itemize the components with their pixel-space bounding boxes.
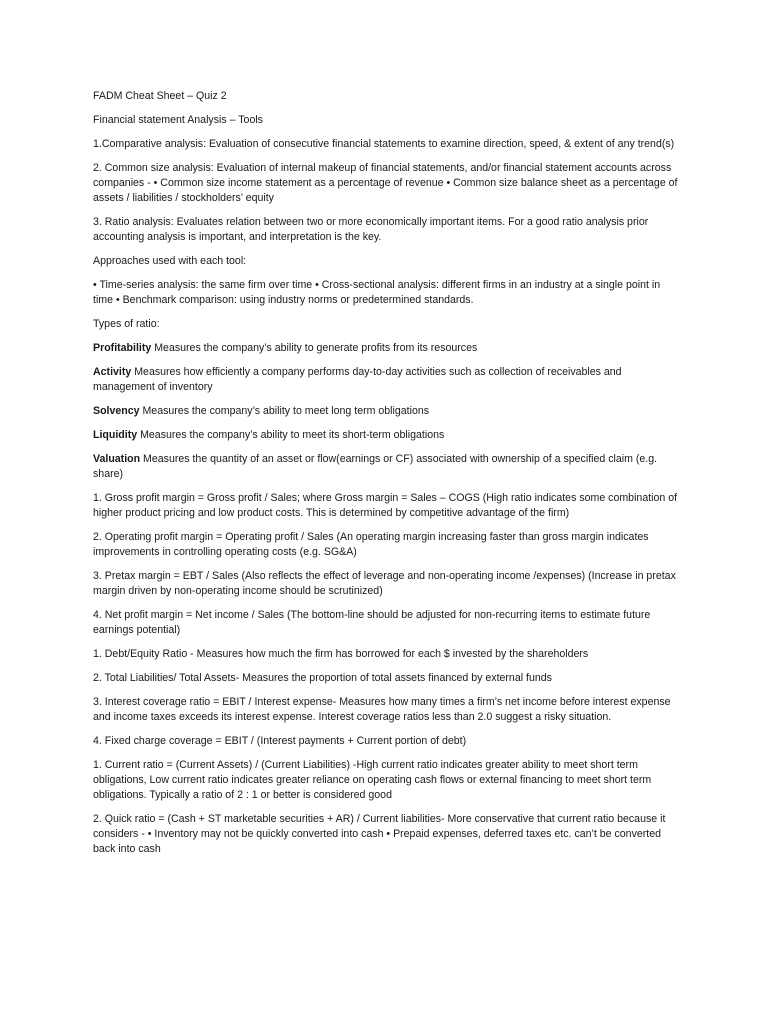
- ratio-type-term: Solvency: [93, 405, 140, 417]
- ratio-type-solvency: [93, 404, 678, 419]
- types-heading: Types of ratio:: [93, 318, 160, 330]
- approaches-heading: Approaches used with each tool:: [93, 255, 247, 267]
- ratio-type-desc: Measures how efficiently a company performs day-to-day activities such as collection of receivables and management of inventory: [93, 366, 622, 393]
- fixed-charge-coverage: 4. Fixed charge coverage = EBIT / (Interest payments + Current portion of debt): [93, 735, 467, 747]
- document-body: [93, 89, 678, 866]
- quick-ratio: 2. Quick ratio = (Cash + ST marketable securities + AR) / Current liabilities- More conservative that current ratio because it considers - • Inventory may not be quickly converted into cash • Prepaid expenses, deferred taxes etc. can’t be converted back into cash: [93, 813, 666, 855]
- operating-profit-margin: 2. Operating profit margin = Operating profit / Sales (An operating margin increasing faster than gross margin indicates improvements in controlling operating costs (e.g. SG&A): [93, 531, 649, 558]
- ratio-type-term: Profitability: [93, 342, 152, 354]
- interest-coverage-ratio: 3. Interest coverage ratio = EBIT / Interest expense- Measures how many times a firm’s net income before interest expense and income taxes exceeds its interest expense. Interest coverage ratios less than 2.0 suggest a risky situation.: [93, 696, 671, 723]
- ratio-type-liquidity: [93, 428, 678, 443]
- ratio-type-term: Liquidity: [93, 429, 138, 441]
- ratio-type-activity: [93, 365, 678, 395]
- total-liabilities-assets: 2. Total Liabilities/ Total Assets- Measures the proportion of total assets financed by external funds: [93, 672, 552, 684]
- ratio-type-desc: Measures the company’s ability to generate profits from its resources: [151, 342, 478, 354]
- debt-equity-ratio: 1. Debt/Equity Ratio - Measures how much the firm has borrowed for each $ invested by the shareholders: [93, 648, 589, 660]
- ratio-type-valuation: [93, 452, 678, 482]
- tool-common-size-analysis: 2. Common size analysis: Evaluation of internal makeup of financial statements, and/or financial statement accounts across companies - • Common size income statement as a percentage of revenue • Common size balance sheet as a percentage of assets / liabilities / stockholders’ equity: [93, 162, 678, 204]
- section-heading: Financial statement Analysis – Tools: [93, 114, 263, 126]
- ratio-type-desc: Measures the company’s ability to meet long term obligations: [139, 405, 430, 417]
- net-profit-margin: 4. Net profit margin = Net income / Sales (The bottom-line should be adjusted for non-recurring items to estimate future earnings potential): [93, 609, 651, 636]
- document-title: FADM Cheat Sheet – Quiz 2: [93, 90, 227, 102]
- tool-comparative-analysis: 1.Comparative analysis: Evaluation of consecutive financial statements to examine direction, speed, & extent of any trend(s): [93, 138, 675, 150]
- tool-ratio-analysis: 3. Ratio analysis: Evaluates relation between two or more economically important items. For a good ratio analysis prior accounting analysis is important, and interpretation is the key.: [93, 216, 649, 243]
- ratio-type-desc: Measures the company’s ability to meet its short-term obligations: [137, 429, 445, 441]
- pretax-margin: 3. Pretax margin = EBT / Sales (Also reflects the effect of leverage and non-operating income /expenses) (Increase in pretax margin driven by non-operating income should be scrutinized): [93, 570, 676, 597]
- gross-profit-margin: 1. Gross profit margin = Gross profit / Sales; where Gross margin = Sales – COGS (High ratio indicates some combination of higher product pricing and low product costs. This is determined by competitive advantage of the firm): [93, 492, 678, 519]
- ratio-type-profitability: [93, 341, 678, 356]
- ratio-type-desc: Measures the quantity of an asset or flow(earnings or CF) associated with ownership of a specified claim (e.g. share): [93, 453, 658, 480]
- ratio-type-term: Activity: [93, 366, 132, 378]
- approaches-text: • Time-series analysis: the same firm over time • Cross-sectional analysis: different firms in an industry at a single point in time • Benchmark comparison: using industry norms or predetermined standards.: [93, 279, 661, 306]
- current-ratio: 1. Current ratio = (Current Assets) / (Current Liabilities) -High current ratio indicates greater ability to meet short term obligations, Low current ratio indicates greater reliance on operating cash flows or external financing to meet short term obligations. Typically a ratio of 2 : 1 or better is considered good: [93, 759, 652, 801]
- ratio-type-term: Valuation: [93, 453, 141, 465]
